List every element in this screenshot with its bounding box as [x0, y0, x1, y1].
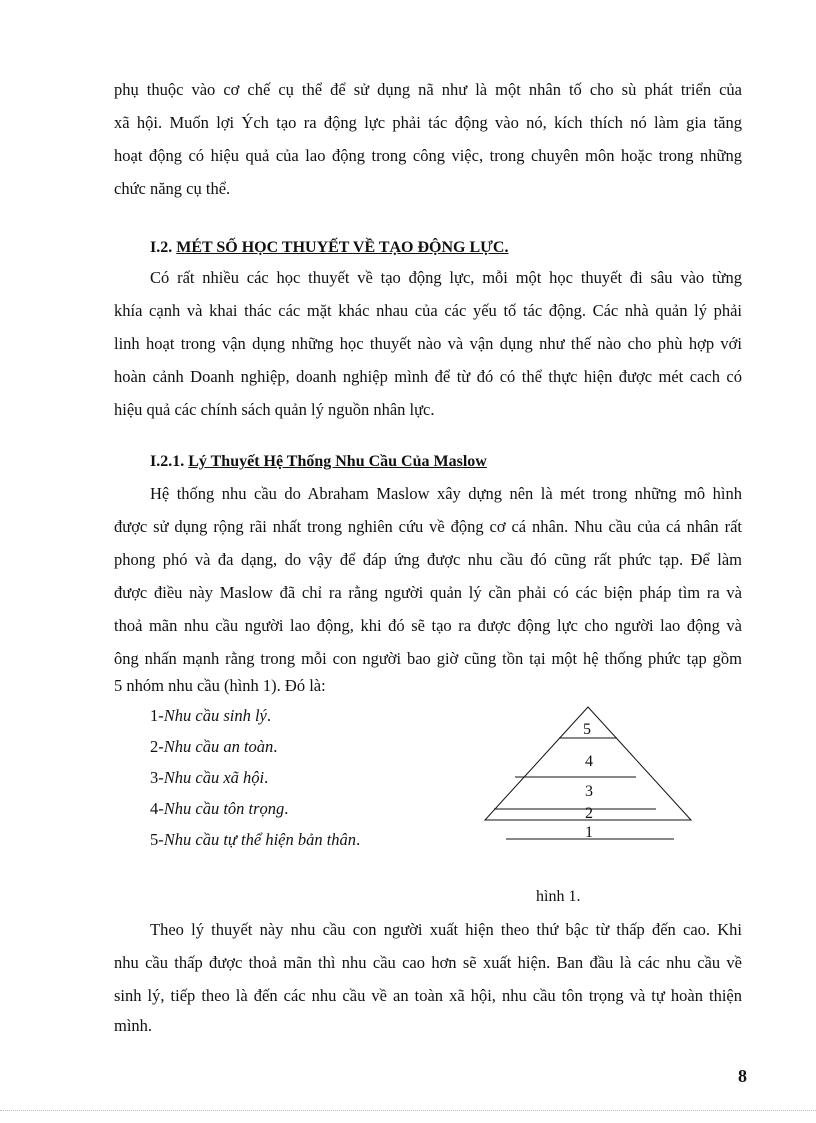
need-item [150, 706, 271, 726]
need-item [150, 830, 360, 850]
conclusion-line: sinh lý, tiếp theo là đến các nhu cầu về an toàn xã hội, nhu cầu tôn trọng và tự hoàn thiện [114, 986, 742, 1005]
section-i2-line: hiệu quả các chính sách quản lý nguồn nhân lực. [114, 400, 435, 419]
need-item [150, 737, 277, 757]
need-item [150, 799, 288, 819]
pyramid-level-label: 5 [583, 721, 591, 738]
need-text: Nhu cầu an toàn [163, 737, 274, 756]
section-i2-number: I.2. [150, 239, 173, 256]
need-period: . [284, 799, 289, 818]
intro-line: chức năng cụ thể. [114, 179, 231, 198]
need-number: 5- [150, 830, 164, 849]
section-i21-heading [150, 452, 487, 472]
intro-line: phụ thuộc vào cơ chế cụ thể để sử dụng nã như là một nhân tố cho sù phát triển của [114, 80, 742, 99]
need-text: Nhu cầu sinh lý [163, 706, 267, 725]
pyramid-level-label: 3 [585, 783, 593, 800]
page-number: 8 [738, 1066, 747, 1086]
section-i2-title: MÉT SỐ HỌC THUYẾT VỀ TẠO ĐỘNG LỰC. [176, 239, 509, 256]
need-number: 4- [150, 799, 164, 818]
pyramid-level-label: 2 [585, 805, 593, 822]
section-i21-line: 5 nhóm nhu cầu (hình 1). Đó là: [114, 676, 326, 695]
section-i21-title: Lý Thuyết Hệ Thống Nhu Cầu Của Maslow [188, 453, 487, 470]
section-i2-line: Có rất nhiều các học thuyết về tạo động lực, mỗi một học thuyết đi sâu vào từng [150, 268, 742, 287]
section-i21-line: ông nhấn mạnh rằng trong mỗi con người bao giờ cũng tồn tại một hệ thống phức tạp gồm [114, 649, 742, 668]
section-i21-line: thoả mãn nhu cầu người lao động, khi đó sẽ tạo ra được động lực cho người lao động và [114, 616, 742, 635]
section-i21-line: phong phó và đa dạng, do vậy để đáp ứng được nhu cầu đó cũng rất phức tạp. Để làm [114, 550, 742, 569]
figure-caption: hình 1. [536, 888, 581, 905]
need-text: Nhu cầu xã hội [163, 768, 265, 787]
intro-line: xã hội. Muốn lợi Ých tạo ra động lực phải tác động vào nó, kích thích nó làm gia tăng [114, 113, 742, 132]
section-i2-line: linh hoạt trong vận dụng những học thuyết nào và vận dụng như thế nào cho phù hợp với [114, 334, 742, 353]
conclusion-line: nhu cầu thấp được thoả mãn thì nhu cầu cao hơn sẽ xuất hiện. Ban đầu là các nhu cầu về [114, 953, 742, 972]
need-period: . [356, 830, 361, 849]
need-text: Nhu cầu tự thể hiện bản thân [163, 830, 357, 849]
section-i21-number: I.2.1. [150, 453, 185, 470]
need-number: 2- [150, 737, 164, 756]
page-bottom-divider [0, 1110, 816, 1111]
conclusion-line: mình. [114, 1016, 153, 1035]
need-number: 1- [150, 706, 164, 725]
pyramid-level-label: 4 [585, 753, 593, 770]
section-i21-line: Hệ thống nhu cầu do Abraham Maslow xây dựng nên là mét trong những mô hình [150, 484, 742, 503]
intro-line: hoạt động có hiệu quả của lao động trong công việc, trong chuyên môn hoặc trong những [114, 146, 742, 165]
section-i2-line: khía cạnh và khai thác các mặt khác nhau của các yếu tố tác động. Các nhà quản lý phải [114, 301, 742, 320]
section-i2-line: hoàn cảnh Doanh nghiệp, doanh nghiệp mình để từ đó có thể thực hiện được mét cach có [114, 367, 742, 386]
maslow-pyramid-figure [480, 705, 700, 855]
need-item [150, 768, 268, 788]
need-period: . [273, 737, 278, 756]
pyramid-level-label: 1 [585, 824, 593, 841]
need-period: . [264, 768, 269, 787]
need-period: . [266, 706, 271, 725]
section-i21-line: được sử dụng rộng rãi nhất trong nghiên cứu về động cơ cá nhân. Nhu cầu của cá nhân rất [114, 517, 742, 536]
section-i2-heading [150, 238, 508, 258]
section-i21-line: được điều này Maslow đã chỉ ra rằng người quản lý cần phải có các biện pháp tìm ra và [114, 583, 742, 602]
conclusion-line: Theo lý thuyết này nhu cầu con người xuất hiện theo thứ bậc từ thấp đến cao. Khi [150, 920, 742, 939]
need-number: 3- [150, 768, 164, 787]
need-text: Nhu cầu tôn trọng [163, 799, 285, 818]
